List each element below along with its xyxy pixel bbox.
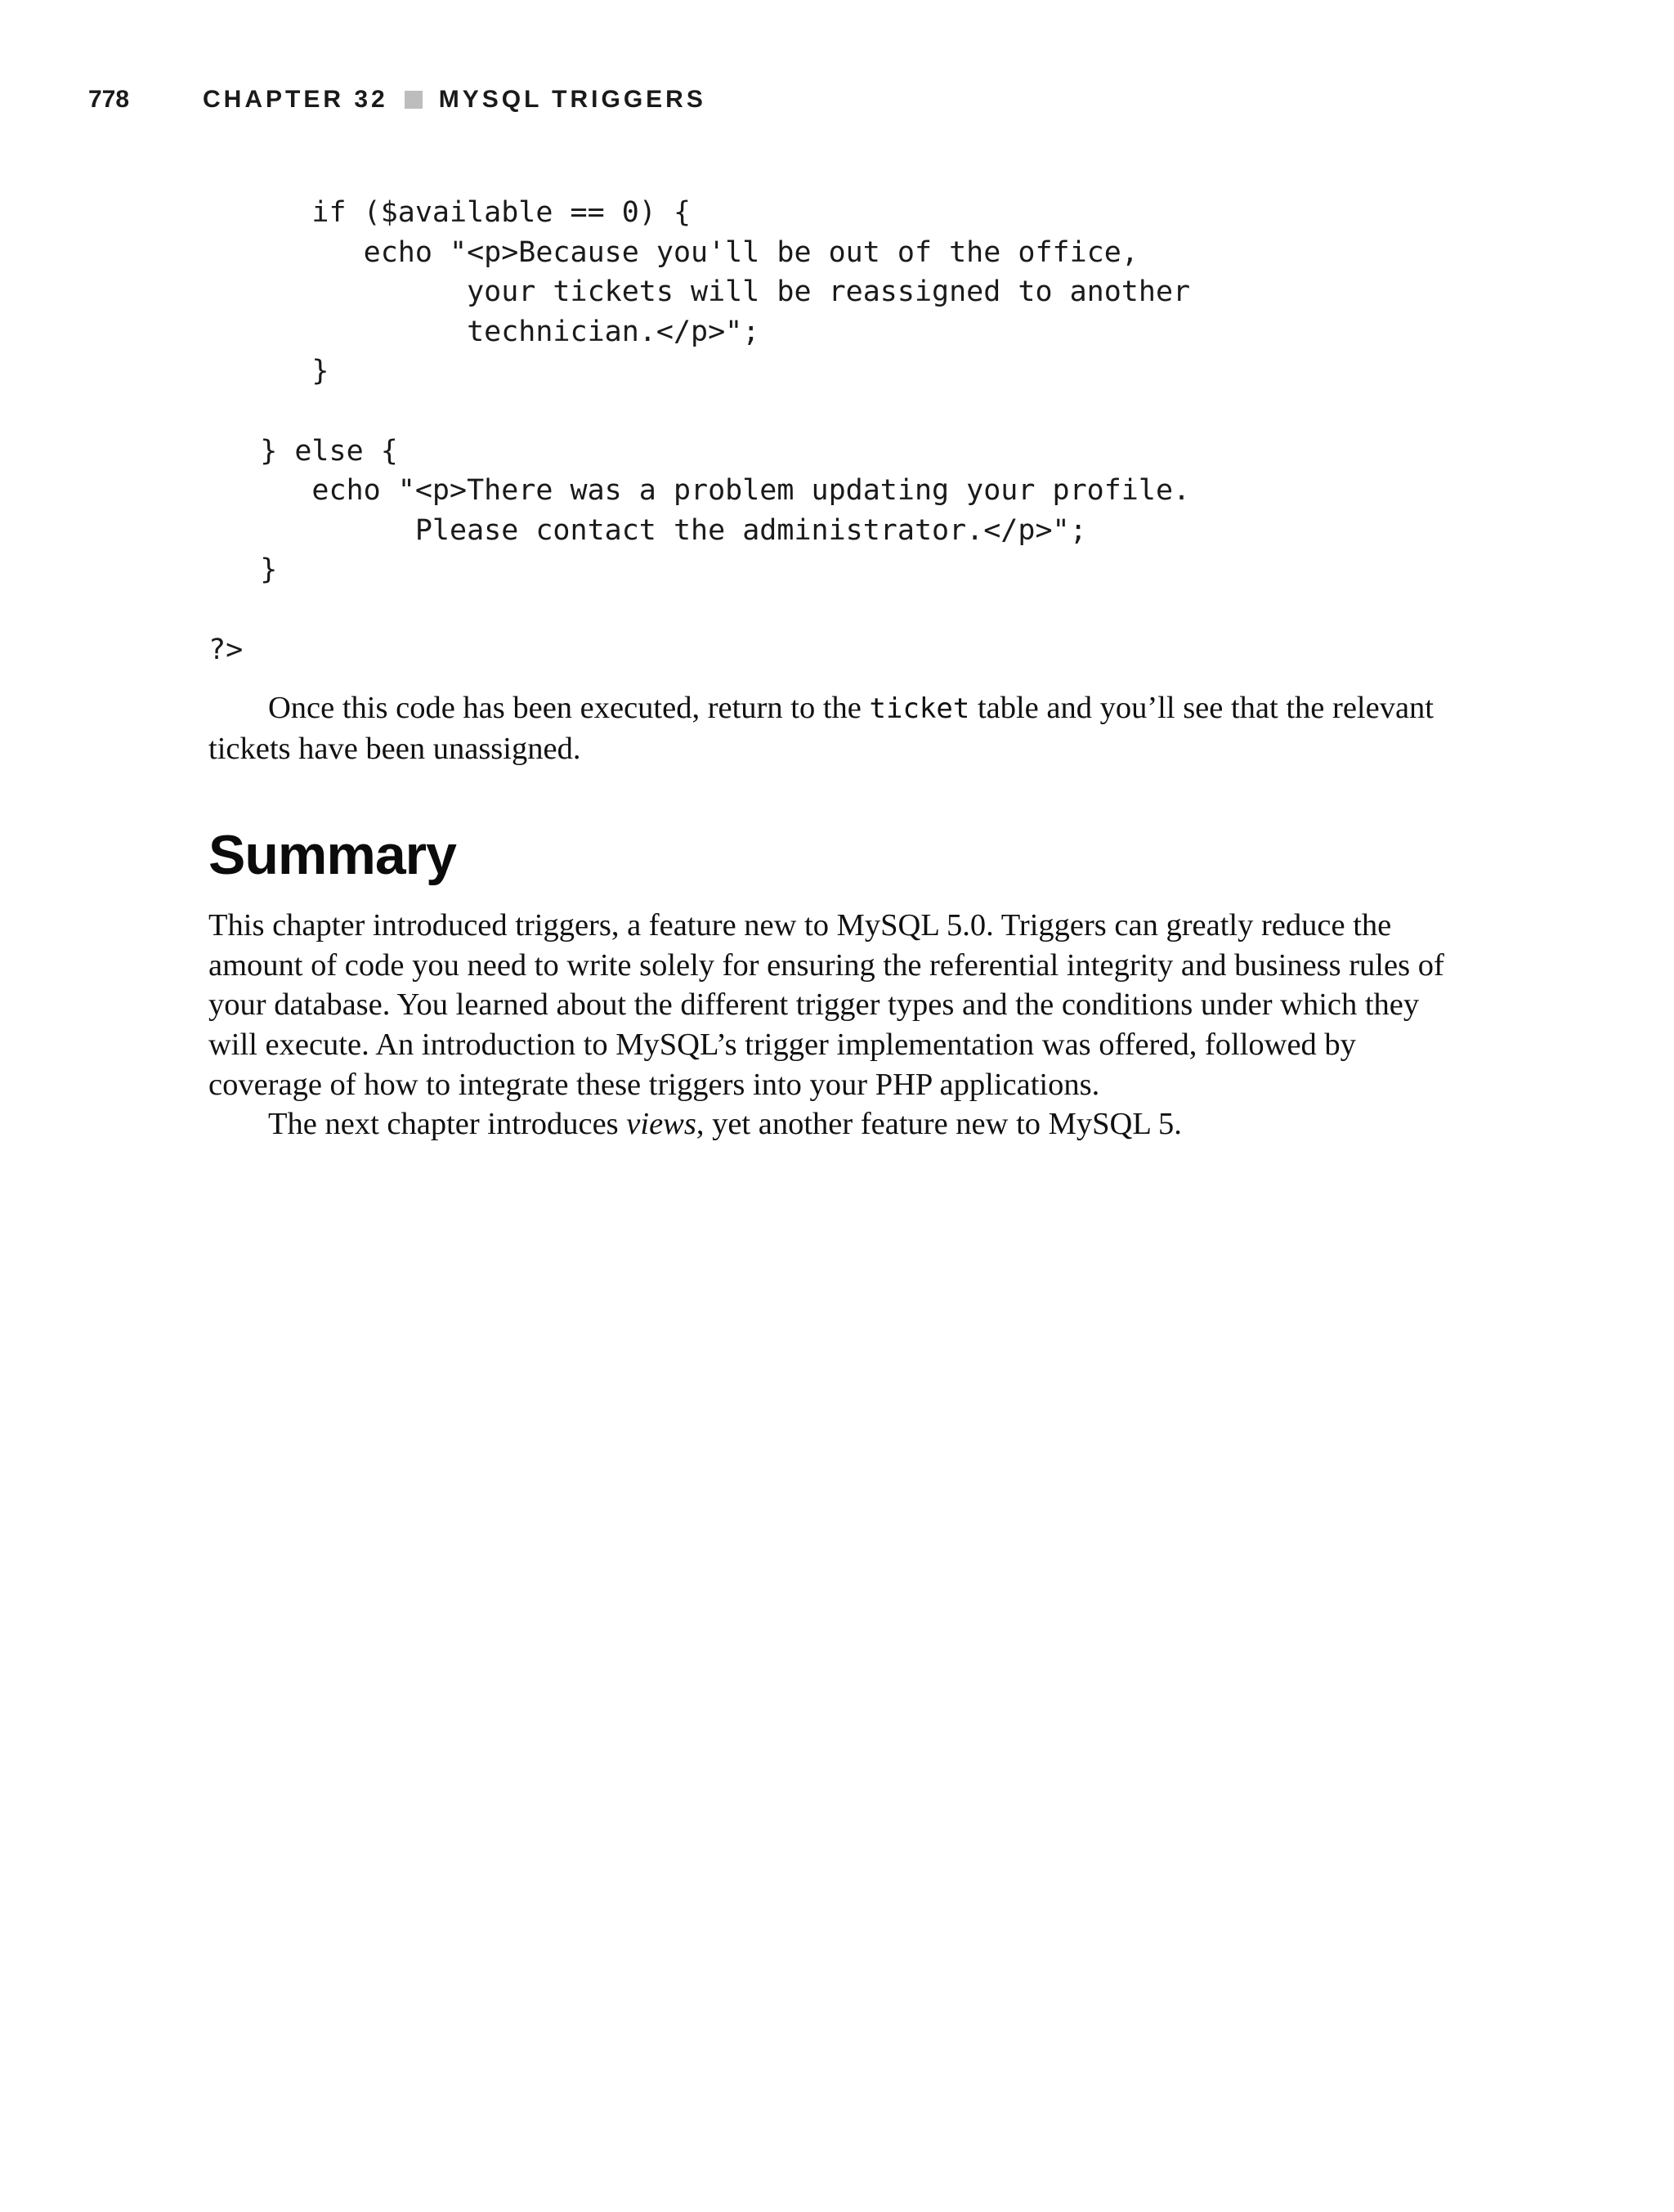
code-line: technician.</p>"; — [208, 315, 760, 348]
code-line — [208, 392, 1190, 432]
main-text — [208, 688, 1463, 1144]
emphasis-views: views — [626, 1107, 696, 1142]
running-head — [88, 82, 706, 118]
code-line: } — [208, 355, 329, 388]
code-line — [208, 590, 1190, 630]
code-line: echo "<p>Because you'll be out of the office, — [208, 235, 1139, 269]
code-line: ?> — [208, 633, 244, 666]
separator-square-icon — [405, 91, 423, 109]
code-line: } — [208, 553, 278, 587]
paragraph-text: Once this code has been executed, return to the — [268, 691, 870, 725]
page-number: 778 — [88, 86, 130, 113]
code-line: } else { — [208, 434, 398, 468]
code-listing — [208, 193, 1190, 669]
paragraph-text: table and you’ll see that the relevant tickets have been unassigned. — [208, 691, 1434, 766]
code-line: your tickets will be reassigned to another — [208, 275, 1191, 309]
paragraph-text: , yet another feature new to MySQL 5. — [696, 1107, 1182, 1142]
code-line: Please contact the administrator.</p>"; — [208, 513, 1087, 547]
next-chapter-paragraph — [208, 1104, 1463, 1144]
summary-paragraph: This chapter introduced triggers, a feature new to MySQL 5.0. Triggers can greatly reduce the amount of code you need to write solely for ensuring the referential integrity and business rules of your database. You learned about the different trigger types and the conditions under which they will execute. An introduction to MySQL’s trigger implementation was offered, followed by coverage of how to integrate these triggers into your PHP applications. — [208, 908, 1444, 1102]
paragraph-text: The next chapter introduces — [268, 1107, 627, 1142]
inline-code-ticket: ticket — [869, 692, 970, 725]
section-heading: Summary — [208, 824, 456, 887]
paragraph-after-code — [208, 688, 1463, 768]
chapter-title: MYSQL TRIGGERS — [438, 86, 706, 113]
code-line: if ($available == 0) { — [208, 196, 692, 229]
code-line: echo "<p>There was a problem updating your profile. — [208, 474, 1191, 508]
chapter-label: CHAPTER 32 — [203, 86, 388, 113]
